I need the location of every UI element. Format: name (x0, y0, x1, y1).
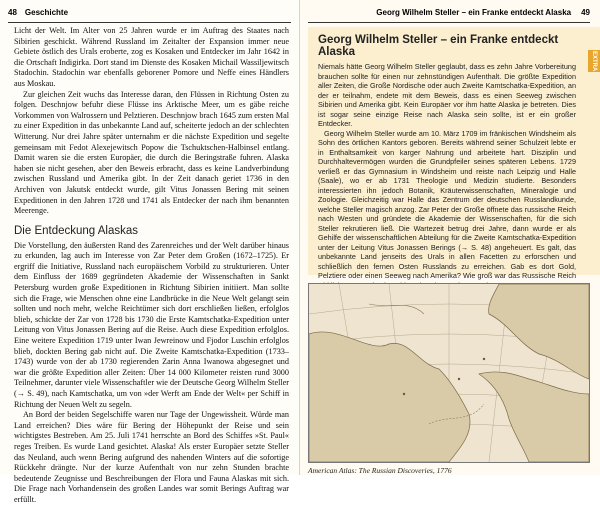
left-body-text (0, 26, 299, 217)
right-running-title: Georg Wilhelm Steller – ein Franke entdeckt Alaska (376, 7, 572, 17)
left-body-text-2 (0, 241, 299, 506)
section-heading: Die Entdeckung Alaskas (14, 224, 139, 237)
right-page-number: 49 (581, 7, 590, 17)
historical-map-image (308, 283, 590, 463)
map-caption: American Atlas: The Russian Discoveries, 1776 (308, 466, 452, 475)
left-running-head (0, 0, 299, 20)
sidebar-title: Georg Wilhelm Steller – ein Franke entdeckt Alaska (318, 34, 559, 58)
right-page (300, 0, 600, 475)
left-section-title: Geschichte (24, 7, 69, 17)
left-page-number: 48 (8, 7, 17, 17)
left-page (0, 0, 300, 504)
extra-tab-label: EXTRA (588, 50, 600, 72)
sidebar-paragraph-1: Niemals hätte Georg Wilhelm Steller geglaubt, dass es zehn Jahre Vorbereitung brauchen sollte für einen nur zehnstündigen Aufenthalt. Die größte Expedition aller Zeiten, die Große Nordische oder auch Zweite Kamtschatka-Expedition, an der er teilnahm, endete mit dem Beweis, dass es einen Seeweg zwischen Sibirien und Amerika gibt. Kein Europäer vor ihm hatte Alaska je betreten. Dies ist sogar seine einzige Reise nach Alaska sein sollte, ist er ein großer Entdecker. (318, 62, 576, 128)
sidebar-text (318, 62, 576, 319)
left-paragraph-1: Licht der Welt. Im Alter von 25 Jahren wurde er im Auftrag des Staates nach Sibirien geschickt. Während Russland im Zeitalter der Expansion immer neue Gebiete östlich des Urals eroberte, zog es Kosaken und Entdecker im Jahr 1642 in die Ortschaft Indigirka. Dort stand im Dienste des Kosaken Michail Wassiljewitsch Stadochin. Stadochin war ebenfalls geborener Pomore und Neffe eines Händlers aus Moskau. (14, 26, 289, 88)
left-head-rule (8, 22, 291, 23)
right-head-rule (308, 22, 590, 23)
left-paragraph-2: Zur gleichen Zeit wuchs das Interesse daran, den Flüssen in Richtung Osten zu folgen. Deschnjow befuhr diese Flüsse ins Arktische Meer, um es gäbe reiche Vorkommen von Walrossern und Pelztieren. Deschnjow brach 1645 zum ersten Mal zu einer Expedition in das unbekannte Land auf, scheiterte jedoch an der schlechten Witterung. Nur drei Jahre später unternahm er die nächste Expedition und segelte gemeinsam mit Fedot Alexejewitsch Popow die Tschuktschen-Halbinsel entlang. Damit waren sie die ersten Europäer, die durch die Beringstraße fuhren. Alaska haben sie nicht gesehen, aber den Beweis erbracht, dass es keine Landverbindung zwischen Russland und Amerika gibt. In der Zeit danach geriet 1736 in den Archiven von Jakutsk entdeckt wurde, gilt Vitus Jonassen Bering mit seinen Expeditionen in den Jahren 1728 und 1741 als Entdecker der nach ihm benannten Meerenge. (14, 89, 289, 216)
extra-sidebar-box (308, 27, 600, 280)
right-running-head (300, 0, 600, 20)
left-paragraph-3: Die Vorstellung, den äußersten Rand des Zarenreiches und der Welt darüber hinaus zu erkunden, lag auch im Interesse von Zar Peter dem Großen (1672–1725). Er ergriff die Initiative, Russland nach europäischem Vorbild zu strukturieren. Unter dem Einfluss der 1689 gegründeten Akademie der Wissenschaften in Sankt Petersburg wurden große Expeditionen in Richtung Sibirien initiiert. Man sollte sich die Frage, wie Menschen ohne eine Landbrücke in die Neue Welt gelangt sein sollten und noch mehr, welche Reichtümer sich dort erschließen ließen, erfolglos blieb, schickte der Zar von 1728 bis 1730 die Erste Kamtschatka-Expedition unter Leitung von Vitus Jonassen Bering auf die Reise. Auch diese Expedition erfolglos. Eine weitere Expedition 1719 unter Iwan Jewreinow und Fjodor Luschin erfolglos blieb, dockten Bering gab nicht auf. Die Zweite Kamtschatka-Expedition (1733–1743) wurde von der ab 1730 regierenden Zarin Anna Iwanowa abgesegnet und war die größte Expedition aller Zeiten: Über 14 000 Kilometer reisten rund 3000 Teilnehmer, darunter viele Wissenschaftler wie der Deutsche Georg Wilhelm Steller (→ S. 49), nach Kamtschatka, um von »der Werft am Ende der Welt« per Schiff in Richtung der Neuen Welt zu segeln. (14, 240, 289, 409)
sidebar-paragraph-2: Georg Wilhelm Steller wurde am 10. März 1709 im fränkischen Windsheim als Sohn des örtlichen Kantors geboren. Bereits während seiner Schulzeit lebte er in Enthaltsamkeit von karger Nahrung und arbeitete hart. Disziplin und Durchhaltevermögen wurden die Grundpfeiler seines späteren Lebens. 1729 verließ er das Gymnasium in Windsheim und reiste nach Leipzig und Halle (Saale), wo er ab 1731 Theologie und Medizin studierte. Besonders interessierten ihn jedoch Botanik, Kräuterwissenschaften, Mineralogie und Zoologie. Gleichzeitig war Halle das Zentrum der deutschen Russlandkunde, welche Steller magisch anzog. Zar Peter der Große öffnete das russische Reich nach Westen und gründete die Akademie der Wissenschaften, für die sich Steller rekrutieren ließ. Die Wartezeit betrug drei Jahre, dann wurde er als Gehilfe der wissenschaftlichen Abteilung für die Zweite Kamtschatka-Expedition unter der Leitung Vitus Jonassen Berings (→ S. 48) angeheuert. Es galt, das unbekannte Land jenseits des Urals in allen Facetten zu erforschen und schließlich den fernen Osten Russlands zu erreichen. Gab es dort Gold, Pelztiere oder einen Seeweg nach Amerika? Wie groß war das Russische Reich (318, 128, 576, 280)
left-paragraph-4: An Bord der beiden Segelschiffe waren nur Tage der Ungewissheit. Würde man Land erreichen? Dies wäre für Bering der Höhepunkt der Reise und sein wichtigstes Bestreben. Am 25. Juli 1741 herrschte an Bord des Schiffes »St. Paul« reges Treiben. Es wurde Land gesichtet. Alaska! Als erster Europäer setzte Steller das Neuland, auch wenn Bering aufgrund des nahenden Winters auf die sofortige Rückkehr drängte. Nur der kurze Aufenthalt von nur zehn Stunden brachte bedeutende Zeugnisse und Beschreibungen der Flora und Fauna Alaskas mit sich. Die Frage nach Vorhandensein des großen Landes war somit Berings Auftrag war erfüllt. (14, 410, 289, 504)
map-illustration (309, 284, 589, 462)
